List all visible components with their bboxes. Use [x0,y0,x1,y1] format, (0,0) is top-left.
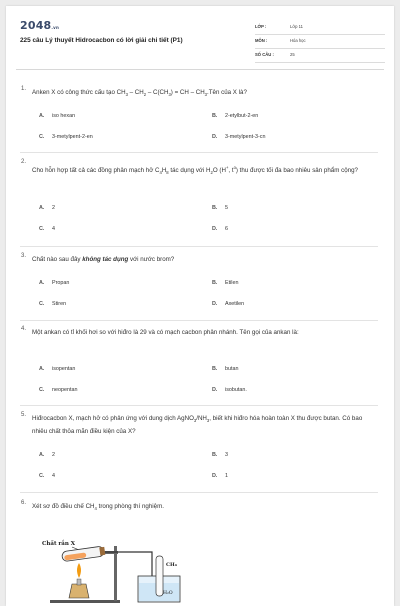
option-c[interactable] [39,226,55,232]
meta-key: SỐ CÂU : [255,52,274,57]
option-text: 3 [225,452,228,458]
option-letter: D. [212,387,218,393]
option-letter: D. [212,226,218,232]
option-text: neopentan [52,387,78,393]
option-letter: C. [39,301,45,307]
option-a[interactable] [39,280,69,286]
question-number: 1. [21,86,27,92]
option-c[interactable] [39,473,55,479]
lab-apparatus-figure [42,536,202,606]
logo-text: 2048 [20,19,52,32]
option-d[interactable] [212,387,247,393]
option-letter: A. [39,205,45,211]
option-a[interactable] [39,113,75,119]
question-separator [20,320,378,321]
question-separator [20,492,378,493]
option-letter: A. [39,280,45,286]
option-letter: B. [212,113,218,119]
option-text: 2-etylbut-2-en [225,113,259,119]
meta-key: MÔN : [255,38,268,43]
stand-base [50,600,120,603]
option-letter: B. [212,452,218,458]
question-text: Cho hỗn hợp tất cả các đồng phân mạch hở $C_4H_8$ tác dụng với $H_2O$ (H+, $t^o$) thu được tối đa bao nhiêu sản phẩm cộng? [32,164,358,176]
option-letter: A. [39,113,45,119]
option-letter: C. [39,226,45,232]
alcohol-lamp [69,584,89,598]
question-separator [20,405,378,406]
document-header [6,6,394,66]
meta-value: Hóa học [290,38,306,43]
option-letter: A. [39,366,45,372]
header-divider [16,69,384,70]
option-letter: C. [39,134,45,140]
logo-suffix: .vn [51,25,59,30]
option-letter: C. [39,387,45,393]
option-d[interactable] [212,226,228,232]
option-text: iso hexan [52,113,76,119]
option-b[interactable] [212,113,258,119]
option-d[interactable] [212,301,244,307]
meta-row-subject [255,35,385,49]
option-text: 3-metylpent-3-cn [225,134,266,140]
option-text: 2 [52,205,55,211]
option-letter: D. [212,473,218,479]
question-text: Xét sơ đồ điều chế $CH_4$ trong phòng thí nghiệm. [32,503,164,512]
meta-key: LỚP : [255,24,267,29]
option-text: isobutan. [225,387,247,393]
document-title: 225 câu Lý thuyết Hidrocacbon có lời giải chi tiết (P1) [20,37,183,44]
option-text: Stiren [52,301,67,307]
lamp-wick [77,579,81,585]
option-text: Etilen [225,280,239,286]
option-letter: A. [39,452,45,458]
label-water: H₂O [163,591,173,596]
option-a[interactable] [39,366,75,372]
option-text: 3-metylpent-2-en [52,134,93,140]
option-b[interactable] [212,280,239,286]
option-a[interactable] [39,205,55,211]
question-number: 6. [21,500,27,506]
option-c[interactable] [39,387,77,393]
option-text: 1 [225,473,228,479]
question-text: Hiđrocacbon X, mạch hở có phản ứng với dung dịch $AgNO_3/NH_3$, biết khi hiđro hóa hoàn toàn X thu được butan. Có bao nhiêu chất thỏa mãn điều kiện của X? [32,415,363,435]
question-text: Chất nào sau đây không tác dụng với nước brom? [32,256,175,263]
document-page [6,6,394,606]
option-c[interactable] [39,301,66,307]
option-text: 6 [225,226,228,232]
question-number: 2. [21,159,27,165]
collecting-tube [156,556,163,596]
option-c[interactable] [39,134,93,140]
option-text: butan [225,366,239,372]
option-d[interactable] [212,473,228,479]
option-text: 5 [225,205,228,211]
option-text: 4 [52,473,55,479]
question-number: 5. [21,412,27,418]
label-gas: CH₄ [166,562,177,568]
option-text: Axetilen [225,301,245,307]
option-letter: B. [212,280,218,286]
question-separator [20,246,378,247]
question-text: Một ankan có tỉ khối hơi so với hiđro là 29 và có mạch cacbon phân nhánh. Tên gọi của ankan là: [32,329,299,336]
option-text: 4 [52,226,55,232]
option-text: Propan [52,280,70,286]
question-number: 4. [21,326,27,332]
question-number: 3. [21,253,27,259]
test-tube [61,546,105,562]
meta-value: Lớp 11 [290,24,303,29]
option-a[interactable] [39,452,55,458]
meta-row-count [255,49,385,63]
option-b[interactable] [212,205,228,211]
site-logo[interactable] [20,19,59,32]
meta-row-class [255,21,385,35]
option-letter: B. [212,366,218,372]
option-letter: D. [212,134,218,140]
stand-rod [114,546,117,601]
option-letter: D. [212,301,218,307]
question-text: Anken X có công thức cấu tạo $CH_3 - CH_2 - C(CH_3)$ = CH – $CH_3.Tên$ của X là? [32,89,247,98]
question-separator [20,152,378,153]
option-b[interactable] [212,366,239,372]
option-d[interactable] [212,134,265,140]
option-b[interactable] [212,452,228,458]
option-text: 2 [52,452,55,458]
option-letter: B. [212,205,218,211]
meta-value: 25 [290,52,295,57]
option-letter: C. [39,473,45,479]
label-solid: Chất rắn X [42,541,76,547]
option-text: isopentan [52,366,76,372]
flame [77,563,81,578]
